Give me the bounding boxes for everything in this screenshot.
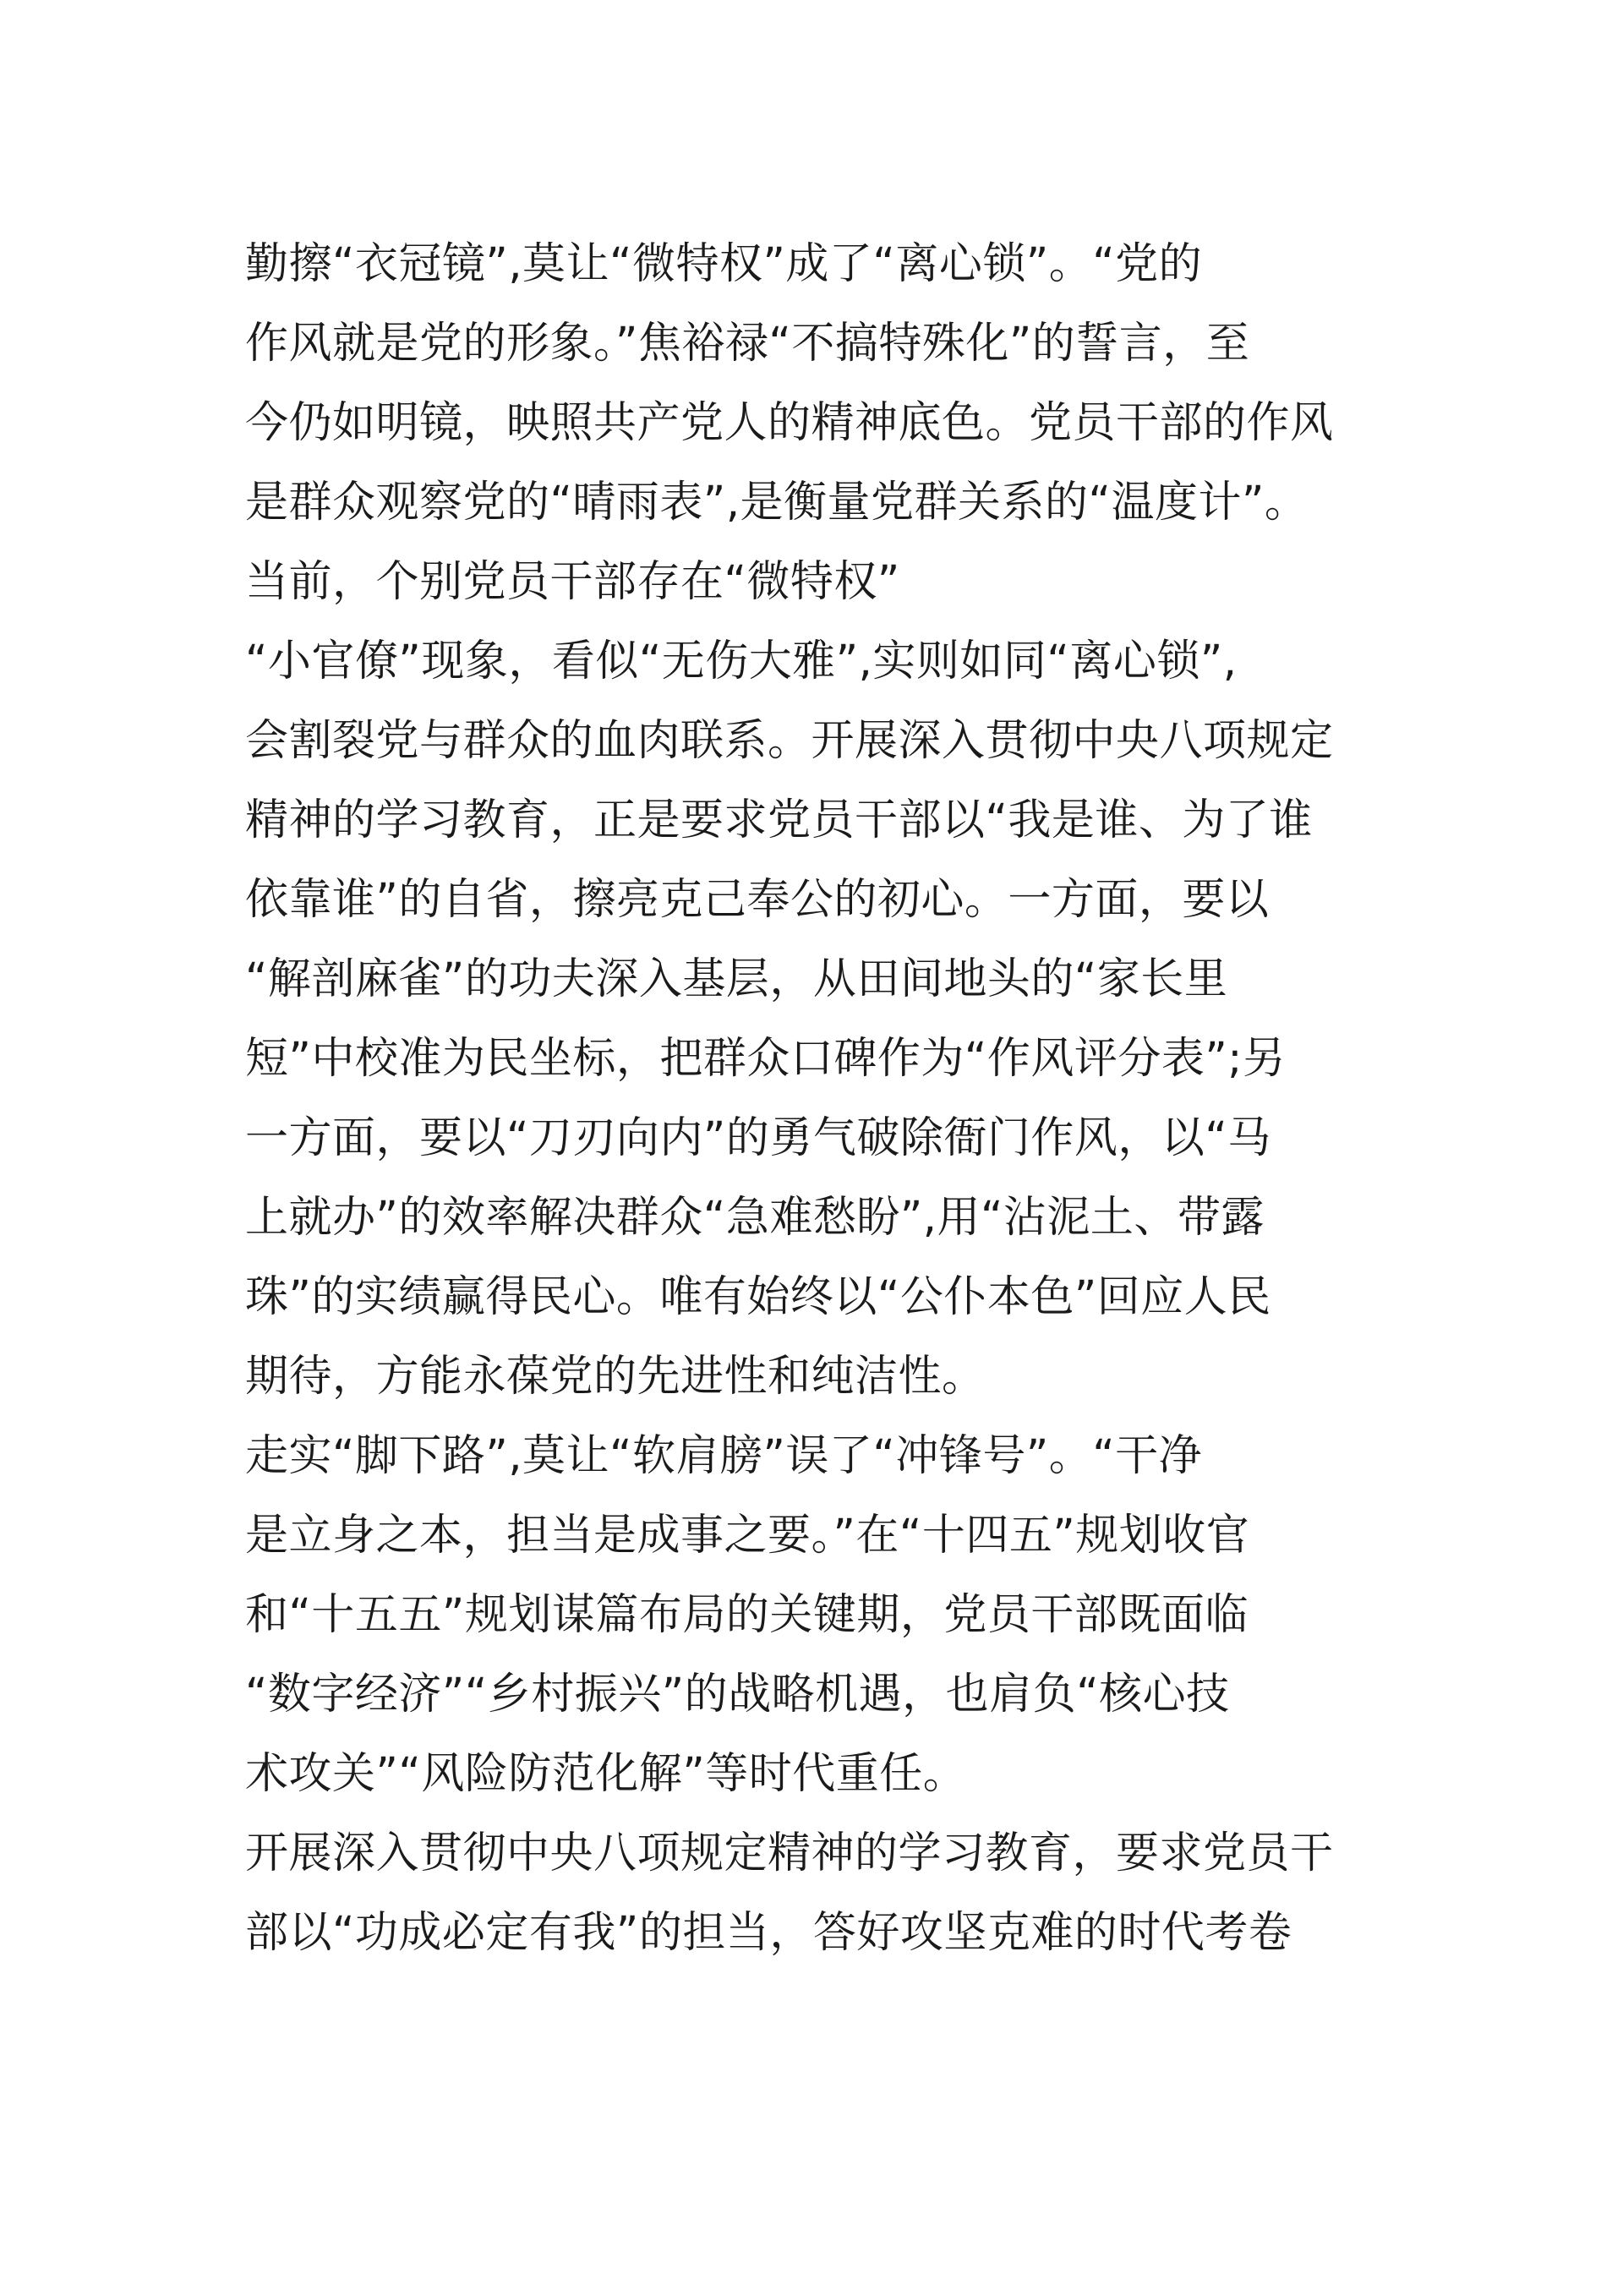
text-line: 走实“脚下路”,莫让“软肩膀”误了“冲锋号”。“干净 [245,1431,1203,1481]
text-line: 短”中校准为民坐标，把群众口碑作为“作风评分表”;另 [245,1034,1287,1084]
text-line: 期待，方能永葆党的先进性和纯洁性。 [245,1352,986,1402]
text-line: 勤擦“衣冠镜”,莫让“微特权”成了“离心锁”。“党的 [245,239,1203,289]
text-line: 当前，个别党员干部存在“微特权” [245,557,900,607]
text-line: 今仍如明镜，映照共产党人的精神底色。党员干部的作风 [245,398,1334,448]
text-line: 术攻关”“风险防范化解”等时代重任。 [245,1749,967,1799]
text-line: 精神的学习教育，正是要求党员干部以“我是谁、为了谁 [245,795,1313,845]
text-line: “解剖麻雀”的功夫深入基层，从田间地头的“家长里 [245,954,1228,1004]
text-line: 依靠谁”的自省，擦亮克己奉公的初心。一方面，要以 [245,875,1270,925]
text-line: 一方面，要以“刀刃向内”的勇气破除衙门作风，以“马 [245,1113,1271,1163]
document-body [245,225,1412,1973]
text-line: 上就办”的效率解决群众“急难愁盼”,用“沾泥土、带露 [245,1193,1265,1243]
text-line: “数字经济”“乡村振兴”的战略机遇，也肩负“核心技 [245,1670,1230,1719]
text-line: 作风就是党的形象。”焦裕禄“不搞特殊化”的誓言，至 [245,319,1250,369]
text-line: 珠”的实绩赢得民心。唯有始终以“公仆本色”回应人民 [245,1272,1271,1322]
text-line: 和“十五五”规划谋篇布局的关键期，党员干部既面临 [245,1590,1249,1640]
text-line: 是立身之本，担当是成事之要。”在“十四五”规划收官 [245,1511,1250,1561]
text-line: 是群众观察党的“晴雨表”,是衡量党群关系的“温度计”。 [245,478,1309,528]
text-line: 开展深入贯彻中央八项规定精神的学习教育，要求党员干 [245,1829,1334,1878]
text-line: “小官僚”现象，看似“无伤大雅”,实则如同“离心锁”, [245,637,1238,686]
text-line: 会割裂党与群众的血肉联系。开展深入贯彻中央八项规定 [245,716,1334,766]
text-line: 部以“功成必定有我”的担当，答好攻坚克难的时代考卷 [245,1908,1292,1958]
